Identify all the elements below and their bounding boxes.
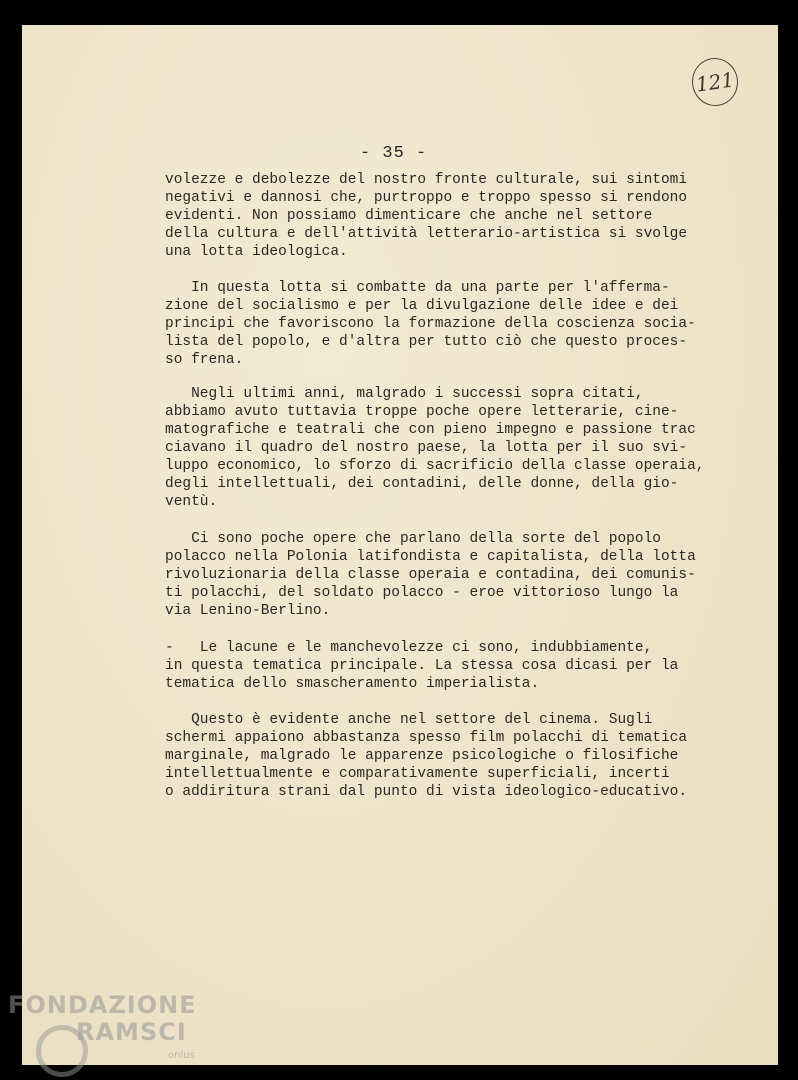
paragraph: In questa lotta si combatte da una parte per l'afferma- zione del socialismo e per la divulgazione delle idee e dei principi che favoriscono la formazione della coscienza socia- lista del popolo, e d'altra per tutto ciò che questo proces- so frena.: [165, 280, 696, 368]
watermark-line2: RAMSCI: [76, 1018, 187, 1046]
paragraph: Questo è evidente anche nel settore del cinema. Sugli schermi appaiono abbastanza spesso film polacchi di tematica marginale, malgrado le apparenze psicologiche o filosifiche intellettualmente e comparativamente superficiali, incerti o addiritura strani dal punto di vista ideologico-educativo.: [165, 712, 688, 800]
paragraph: Ci sono poche opere che parlano della sorte del popolo polacco nella Polonia latifondista e capitalista, della lotta rivoluzionaria della classe operaia e contadina, dei comunis- ti polacchi, del soldato polacco - eroe vittorioso lungo la via Lenino-Berlino.: [165, 531, 696, 619]
watermark: [8, 991, 197, 1061]
page-number: - 35 -: [360, 144, 428, 163]
paragraph: Negli ultimi anni, malgrado i successi sopra citati, abbiamo avuto tuttavia troppe poche opere letterarie, cine- matografiche e teatrali che con pieno impegno e passione trac ciavano il quadro del nostro paese, la lotta per il suo svi- luppo economico, lo sforzo di sacrificio della classe operaia, degli intellettuali, dei contadini, delle donne, della gio- ventù.: [165, 386, 705, 510]
paragraph: volezze e debolezze del nostro fronte culturale, sui sintomi negativi e dannosi che, purtroppo e troppo spesso si rendono evidenti. Non possiamo dimenticare che anche nel settore della cultura e dell'attività letterario-artistica si svolge una lotta ideologica.: [165, 172, 688, 260]
archive-number: 121: [694, 67, 736, 97]
paragraph: - Le lacune e le manchevolezze ci sono, indubbiamente, in questa tematica principale. La stessa cosa dicasi per la tematica dello smascheramento imperialista.: [165, 640, 679, 692]
watermark-line3: onlus: [168, 1050, 195, 1061]
watermark-line1: FONDAZIONE: [8, 991, 197, 1019]
